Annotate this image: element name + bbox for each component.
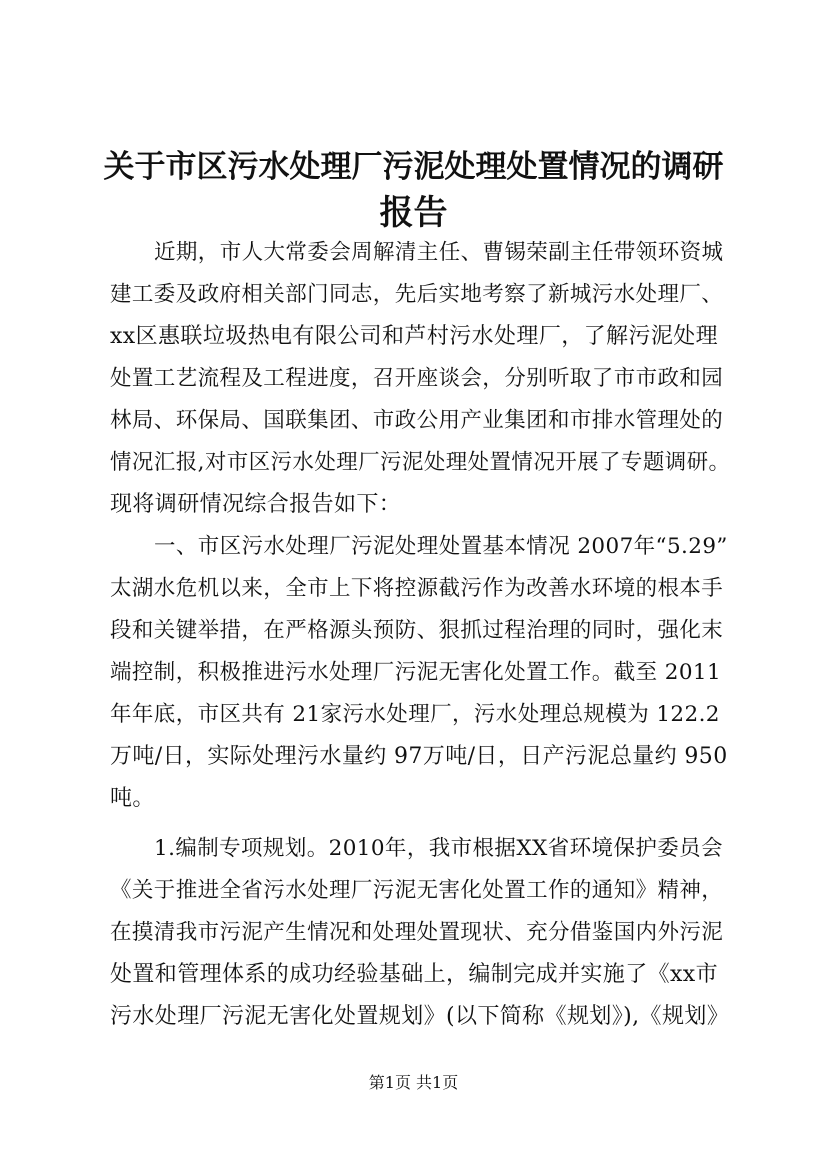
paragraph-line: 近期，市人大常委会周解清主任、曹锡荣副主任带领环资城	[154, 240, 724, 265]
paragraph-line: 1.编制专项规划。2010年，我市根据XX省环境保护委员会	[154, 836, 723, 861]
paragraph-line: 污水处理厂污泥无害化处置规划》(以下简称《规划》),《规划》	[110, 1004, 730, 1029]
paragraph-line: 《关于推进全省污水处理厂污泥无害化处置工作的通知》精神，	[110, 878, 724, 903]
paragraph-line: 林局、环保局、国联集团、市政公用产业集团和市排水管理处的	[110, 408, 724, 433]
paragraph-line: 现将调研情况综合报告如下：	[110, 492, 402, 517]
paragraph-line: 太湖水危机以来，全市上下将控源截污作为改善水环境的根本手	[110, 576, 724, 601]
page-footer: 第1页 共1页	[368, 1073, 459, 1092]
paragraph-line: 情况汇报,对市区污水处理厂污泥处理处置情况开展了专题调研。	[110, 450, 731, 475]
paragraph-line: 建工委及政府相关部门同志，先后实地考察了新城污水处理厂、	[110, 282, 724, 307]
paragraph-line: 段和关键举措，在严格源头预防、狠抓过程治理的同时，强化末	[110, 618, 724, 643]
paragraph-line: 一、市区污水处理厂污泥处理处置基本情况 2007年“5.29”	[154, 534, 728, 559]
paragraph-line: 吨。	[110, 786, 155, 811]
paragraph-line: xx区惠联垃圾热电有限公司和芦村污水处理厂，了解污泥处理	[110, 324, 719, 349]
document-title-line-1: 关于市区污水处理厂污泥处理处置情况的调研	[103, 149, 724, 185]
paragraph-line: 万吨/日，实际处理污水量约 97万吨/日，日产污泥总量约 950	[110, 744, 728, 769]
paragraph-line: 年年底，市区共有 21家污水处理厂，污水处理总规模为 122.2	[110, 702, 720, 727]
paragraph-line: 处置工艺流程及工程进度，召开座谈会，分别听取了市市政和园	[110, 366, 724, 391]
paragraph-line: 端控制，积极推进污水处理厂污泥无害化处置工作。截至 2011	[110, 660, 722, 685]
paragraph-line: 处置和管理体系的成功经验基础上，编制完成并实施了《xx市	[110, 962, 719, 987]
paragraph-line: 在摸清我市污泥产生情况和处理处置现状、充分借鉴国内外污泥	[110, 920, 724, 945]
document-title-line-2: 报告	[379, 193, 448, 233]
